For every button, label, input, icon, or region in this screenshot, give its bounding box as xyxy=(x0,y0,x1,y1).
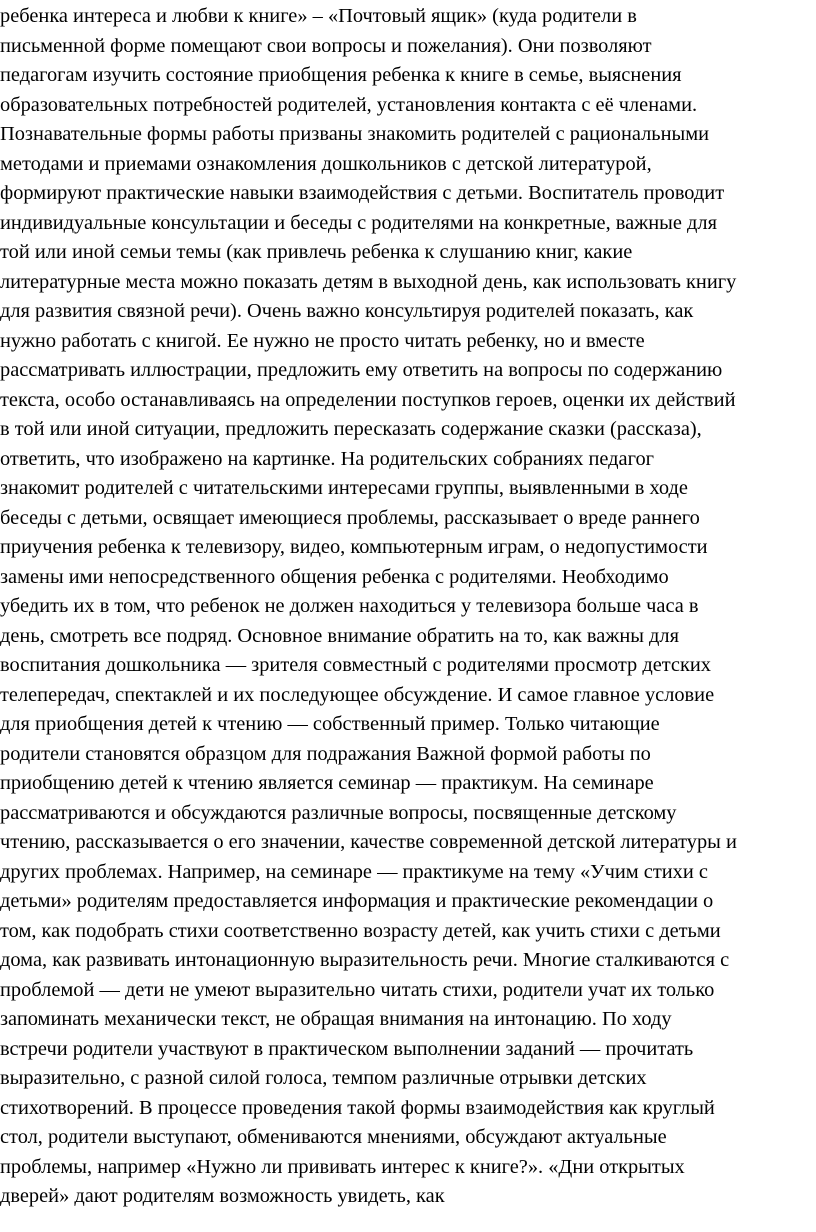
text-line: дверей» дают родителям возможность увидеть, как xyxy=(0,1185,445,1207)
text-line: приобщению детей к чтению является семинар — практикум. На семинаре xyxy=(0,772,654,794)
text-line: образовательных потребностей родителей, установления контакта с её членами. xyxy=(0,93,698,116)
text-line: день, смотреть все подряд. Основное внимание обратить на то, как важны для xyxy=(0,624,679,647)
text-line: проблемой — дети не умеют выразительно читать стихи, родители учат их только xyxy=(0,978,715,1001)
text-line: воспитания дошкольника — зрителя совместный с родителями просмотр детских xyxy=(0,654,711,676)
text-line: выразительно, с разной силой голоса, темпом различные отрывки детских xyxy=(0,1067,647,1089)
text-line: Познавательные формы работы призваны знакомить родителей с рациональными xyxy=(0,123,710,145)
text-line: детьми» родителям предоставляется информация и практические рекомендации о xyxy=(0,890,714,912)
text-line: письменной форме помещают свои вопросы и пожелания). Они позволяют xyxy=(0,34,652,57)
text-line: дома, как развивать интонационную выразительность речи. Многие сталкиваются с xyxy=(0,949,730,971)
text-line: других проблемах. Например, на семинаре — практикуме на тему «Учим стихи с xyxy=(0,860,708,883)
text-line: знакомит родителей с читательскими интересами группы, выявленными в ходе xyxy=(0,477,688,499)
text-line: стол, родители выступают, обмениваются мнениями, обсуждают актуальные xyxy=(0,1126,667,1148)
text-line: той или иной семьи темы (как привлечь ребенка к слушанию книг, какие xyxy=(0,241,633,263)
text-line: ответить, что изображено на картинке. На родительских собраниях педагог xyxy=(0,447,655,470)
text-line: методами и приемами ознакомления дошкольников с детской литературой, xyxy=(0,152,652,175)
text-line: в той или иной ситуации, предложить пересказать содержание сказки (рассказа), xyxy=(0,418,702,440)
text-line: стихотворений. В процессе проведения такой формы взаимодействия как круглый xyxy=(0,1096,715,1119)
text-line: для развития связной речи). Очень важно консультируя родителей показать, как xyxy=(0,300,694,322)
text-line: родители становятся образцом для подражания Важной формой работы по xyxy=(0,742,651,765)
text-line: том, как подобрать стихи соответственно возрасту детей, как учить стихи с детьми xyxy=(0,919,721,942)
text-line: замены ими непосредственного общения ребенка с родителями. Необходимо xyxy=(0,565,669,588)
text-line: проблемы, например «Нужно ли прививать интерес к книге?». «Дни открытых xyxy=(0,1155,685,1178)
text-line: ребенка интереса и любви к книге» – «Почтовый ящик» (куда родители в xyxy=(0,5,637,27)
text-line: рассматриваются и обсуждаются различные вопросы, посвященные детскому xyxy=(0,801,677,824)
text-line: для приобщения детей к чтению — собственный пример. Только читающие xyxy=(0,713,660,735)
text-line: чтению, рассказывается о его значении, качестве современной детской литературы и xyxy=(0,831,737,853)
text-line: педагогам изучить состояние приобщения ребенка к книге в семье, выяснения xyxy=(0,64,682,86)
text-line: телепередач, спектаклей и их последующее обсуждение. И самое главное условие xyxy=(0,683,715,706)
text-line: убедить их в том, что ребенок не должен находиться у телевизора больше часа в xyxy=(0,595,699,617)
text-line: запоминать механически текст, не обращая внимания на интонацию. По ходу xyxy=(0,1008,672,1030)
text-line: беседы с детьми, освящает имеющиеся проблемы, рассказывает о вреде раннего xyxy=(0,506,700,529)
text-line: рассматривать иллюстрации, предложить ему ответить на вопросы по содержанию xyxy=(0,359,723,381)
text-line: индивидуальные консультации и беседы с родителями на конкретные, важные для xyxy=(0,211,717,234)
text-line: нужно работать с книгой. Ее нужно не просто читать ребенку, но и вместе xyxy=(0,329,645,352)
text-line: литературные места можно показать детям в выходной день, как использовать книгу xyxy=(0,270,737,293)
text-line: встречи родители участвуют в практическом выполнении заданий — прочитать xyxy=(0,1037,694,1060)
text-line: приучения ребенка к телевизору, видео, компьютерным играм, о недопустимости xyxy=(0,536,708,558)
text-line: формируют практические навыки взаимодействия с детьми. Воспитатель проводит xyxy=(0,182,725,204)
text-line: текста, особо останавливаясь на определении поступков героев, оценки их действий xyxy=(0,388,736,411)
